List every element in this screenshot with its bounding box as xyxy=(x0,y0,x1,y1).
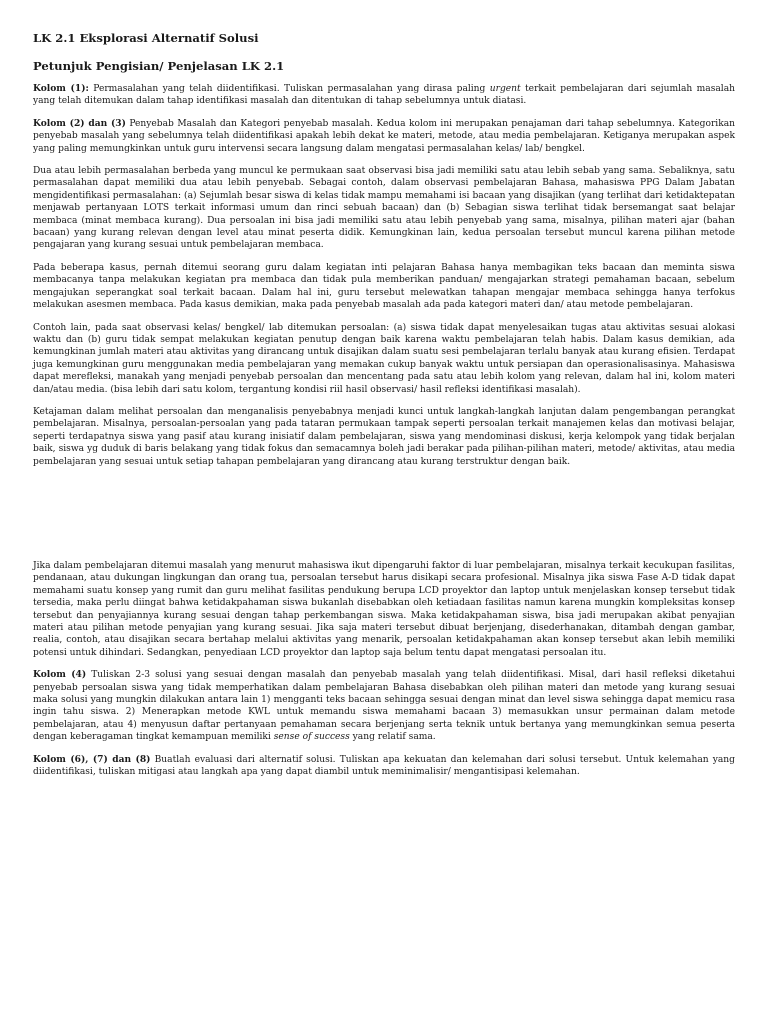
paragraph-external-factors: Jika dalam pembelajaran ditemui masalah yang menurut mahasiswa ikut dipengaruhi faktor di luar pembelajaran, misalnya terkait kecukupan fasilitas, pendanaan, atau dukungan lingkungan dan orang tua, persoalan tersebut harus disikapi secara profesional. Misalnya jika siswa Fase A-D tidak dapat memahami suatu konsep yang rumit dan guru melihat fasilitas pendukung berupa LCD proyektor dan laptop untuk menjelaskan konsep tersebut tidak tersedia, maka perlu diingat bahwa ketidakpahaman siswa bukanlah disebabkan oleh ketiadaan fasilitas namun karena mungkin kompleksitas konsep tersebut dan penyajiannya kurang sesuai dengan tahap perkembangan siswa. Maka ketidakpahaman siswa, bisa jadi merupakan akibat penyajian materi atau pilihan metode penyajian yang kurang sesuai. Jika saja materi tersebut dibuat berjenjang, disederhanakan, ditambah dengan gambar, realia, contoh, atau disajikan secara bertahap melalui aktivitas yang menarik, persoalan ketidakpahaman akan konsep tersebut akan lebih memiliki potensi untuk dihindari. Sedangkan, penyediaan LCD proyektor dan laptop saja belum tentu dapat mengatasi persoalan itu. xyxy=(33,560,735,658)
kolom-6-7-8-label: Kolom (6), (7) dan (8) xyxy=(33,753,151,765)
kolom-4-text-a: Tuliskan 2-3 solusi yang sesuai dengan masalah dan penyebab masalah yang telah diidentifikasi. Misal, dari hasil refleksi diketahui penyebab persoalan siswa yang tidak memperhatikan dalam pembelajaran Bahasa disebabkan oleh pilihan materi dan metode yang kurang sesuai maka solusi yang mungkin dilakukan antara lain 1) mengganti teks bacaan sehingga sesuai dengan minat dan level siswa sehingga dapat memicu rasa ingin tahu siswa. 2) Menerapkan metode KWL untuk memandu siswa memahami bacaan 3) memasukkan unsur permainan dalam metode pembelajaran, atau 4) menyusun daftar pertanyaan pemahaman secara berjenjang serta teknik untuk bertanya yang memungkinkan semua peserta dengan keberagaman tingkat kemampuan memiliki xyxy=(33,670,736,743)
kolom-6-7-8-text: Buatlah evaluasi dari alternatif solusi. Tuliskan apa kekuatan dan kelemahan dari solusi tersebut. Untuk kelemahan yang diidentifikasi, tuliskan mitigasi atau langkah apa yang dapat diambil untuk meminimalisir/ mengantisipasi kelemahan. xyxy=(33,754,735,778)
blank-gap xyxy=(33,478,735,560)
paragraph-kolom-1 xyxy=(33,83,735,108)
paragraph-reading-case: Pada beberapa kasus, pernah ditemui seorang guru dalam kegiatan inti pelajaran Bahasa hanya membagikan teks bacaan dan meminta siswa membacanya tanpa melakukan kegiatan pra membaca dan tidak pula memberikan panduan/ mengajarkan strategi pemahaman bacaan, sebelum mengajukan seperangkat soal terkait bacaan. Dalam hal ini, guru tersebut melewatkan tahapan mengajar membaca sehingga hanya terfokus melakukan asesmen membaca. Pada kasus demikian, maka pada penyebab masalah ada pada kategori materi dan/ atau metode pembelajaran. xyxy=(33,262,735,311)
kolom-2-3-text: Penyebab Masalah dan Kategori penyebab masalah. Kedua kolom ini merupakan penajaman dari tahap sebelumnya. Kategorikan penyebab masalah yang sebelumnya telah diidentifikasi apakah lebih dekat ke materi, metode, atau media pembelajaran. Ketiganya merupakan aspek yang paling memungkinkan untuk guru intervensi secara langsung dalam mengatasi permasalahan kelas/ lab/ bengkel. xyxy=(33,118,735,154)
kolom-2-3-label: Kolom (2) dan (3) xyxy=(33,117,126,129)
paragraph-time-case: Contoh lain, pada saat observasi kelas/ bengkel/ lab ditemukan persoalan: (a) siswa tidak dapat menyelesaikan tugas atau aktivitas sesuai alokasi waktu dan (b) guru tidak sempat melakukan kegiatan penutup dengan baik karena waktu pembelajaran telah habis. Dalam kasus demikian, ada kemungkinan jumlah materi atau aktivitas yang dirancang untuk disajikan dalam suatu sesi pembelajaran terlalu banyak atau kurang efisien. Terdapat juga kemungkinan guru menggunakan media pembelajaran yang memakan cukup banyak waktu untuk persiapan dan operasionalisasinya. Mahasiswa dapat merefleksi, manakah yang menjadi penyebab persoalan dan mencentang pada satu atau lebih kolom yang relevan, dalam hal ini, kolom materi dan/atau media. (bisa lebih dari satu kolom, tergantung kondisi riil hasil observasi/ hasil refleksi identifikasi masalah). xyxy=(33,322,735,395)
document-title: LK 2.1 Eksplorasi Alternatif Solusi xyxy=(33,31,259,45)
kolom-1-text-b: terkait pembelajaran dari sejumlah masalah yang telah ditemukan dalam tahap identifikasi masalah dan ditentukan di tahap sebelumnya untuk diatasi. xyxy=(33,84,735,107)
kolom-4-text-b: yang relatif sama. xyxy=(349,732,436,743)
kolom-4-label: Kolom (4) xyxy=(33,669,87,681)
kolom-4-emphasis: sense of success xyxy=(273,732,350,743)
paragraph-kolom-2-3 xyxy=(33,118,735,155)
document-subtitle: Petunjuk Pengisian/ Penjelasan LK 2.1 xyxy=(33,59,285,73)
document-page xyxy=(33,30,735,788)
kolom-1-label: Kolom (1): xyxy=(33,83,89,94)
paragraph-kolom-4 xyxy=(33,669,735,743)
kolom-1-emphasis: urgent xyxy=(489,84,521,94)
kolom-1-text-a: Permasalahan yang telah diidentifikasi. Tuliskan permasalahan yang dirasa paling xyxy=(88,84,490,94)
paragraph-analysis-sharpness: Ketajaman dalam melihat persoalan dan menganalisis penyebabnya menjadi kunci untuk langkah-langkah lanjutan dalam pengembangan perangkat pembelajaran. Misalnya, persoalan-persoalan yang pada tataran permukaan tampak seperti persoalan terkait manajemen kelas dan motivasi belajar, seperti terdapatnya siswa yang pasif atau kurang inisiatif dalam pembelajaran, siswa yang mendominasi diskusi, kerja kelompok yang tidak berjalan baik, siswa yg duduk di baris belakang yang tidak fokus dan semacamnya boleh jadi berakar pada pilihan-pilihan materi, metode/ aktivitas, atau media pembelajaran yang sesuai untuk setiap tahapan pembelajaran yang dirancang atau kurang terstruktur dengan baik. xyxy=(33,406,735,467)
paragraph-kolom-6-7-8 xyxy=(33,754,735,779)
paragraph-example-causes: Dua atau lebih permasalahan berbeda yang muncul ke permukaan saat observasi bisa jadi memiliki satu atau lebih sebab yang sama. Sebaliknya, satu permasalahan dapat memiliki dua atau lebih penyebab. Sebagai contoh, dalam observasi pembelajaran Bahasa, mahasiswa PPG Dalam Jabatan mengidentifikasi permasalahan: (a) Sejumlah besar siswa di kelas tidak mampu memahami isi bacaan yang disajikan (yang terlihat dari ketidaktepatan menjawab pertanyaan LOTS terkait informasi umum dan rinci sebuah bacaan) dan (b) Sebagian siswa terlihat tidak bersemangat saat belajar membaca (minat membaca kurang). Dua persoalan ini bisa jadi memiliki satu atau lebih penyebab yang sama, misalnya, pilihan materi ajar (bahan bacaan) yang kurang relevan dengan level atau minat peserta didik. Kemungkinan lain, kedua persoalan tersebut muncul karena pilihan metode pengajaran yang kurang sesuai untuk pembelajaran membaca. xyxy=(33,166,735,251)
